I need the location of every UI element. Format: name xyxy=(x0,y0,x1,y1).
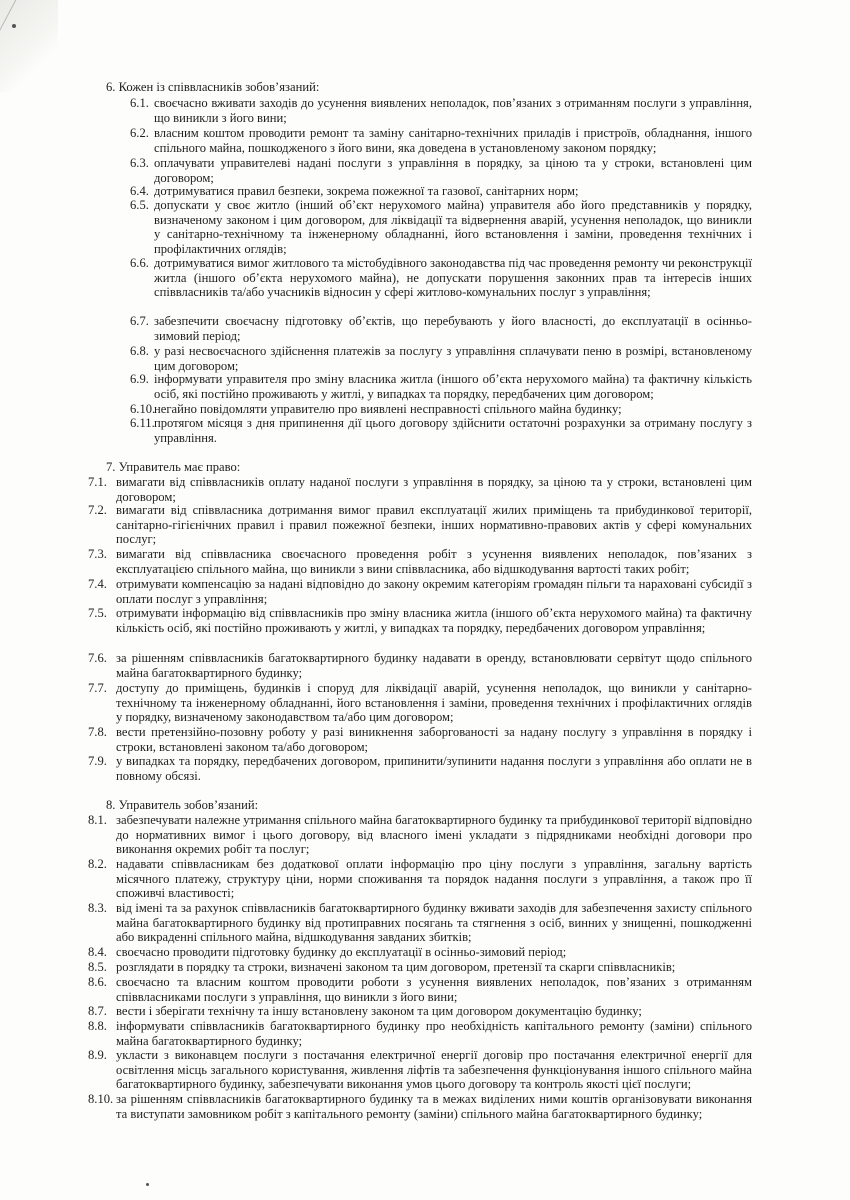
item-text: доступу до приміщень, будинків і споруд для ліквідації аварій, усунення неполадок, що виникли у санітарно-технічному та інженерному обладнанні, його встановлення і заміни, проведення технічних і профілактичних оглядів у порядку, визначеному законодавством та/або цим договором; xyxy=(116,681,752,725)
item-number: 7.6. xyxy=(88,651,107,665)
item-text: вимагати від співвласників оплату наданої послуги з управління в порядку, за ціною та у строки, встановлені цим договором; xyxy=(116,475,752,504)
list-item xyxy=(88,960,752,975)
item-number: 7.5. xyxy=(88,606,107,620)
item-number: 6.4. xyxy=(130,184,149,198)
item-number: 8.9. xyxy=(88,1048,107,1062)
item-number: 6.8. xyxy=(130,344,149,358)
list-item xyxy=(130,256,752,300)
list-item xyxy=(88,1048,752,1092)
item-number: 6.2. xyxy=(130,126,149,140)
item-number: 6.11. xyxy=(130,416,155,430)
item-number: 8.8. xyxy=(88,1019,107,1033)
item-text: допускати у своє житло (інший об’єкт нерухомого майна) управителя або його представників у порядку, визначеному законом і цим договором, для ліквідації та відвернення аварій, усунення неполадок, що виникли у санітарно-технічному та інженерному обладнанні, його встановлення і заміни, проведення технічних і профілактичних оглядів; xyxy=(154,198,752,256)
item-number: 8.7. xyxy=(88,1004,107,1018)
item-number: 7.1. xyxy=(88,475,107,489)
list-item xyxy=(130,96,752,125)
list-item xyxy=(130,184,752,199)
item-number: 7.3. xyxy=(88,547,107,561)
list-item xyxy=(130,344,752,373)
item-text: вимагати від співвласника своєчасного проведення робіт з усунення виявлених неполадок, пов’язаних з експлуатацією спільного майна, що виникли з вини співвласника, або відшкодування вартості таких робіт; xyxy=(116,547,752,576)
item-text: дотримуватися правил безпеки, зокрема пожежної та газової, санітарних норм; xyxy=(154,184,579,198)
item-text: укласти з виконавцем послуги з постачання електричної енергії договір про постачання електричної енергії для освітлення місць загального користування, живлення ліфтів та забезпечення функціонування іншого спільного майна багатоквартирного будинку, забезпечувати виконання умов цього договору та контроль якості цієї послуги; xyxy=(116,1048,752,1092)
list-item xyxy=(88,754,752,783)
item-text: розглядати в порядку та строки, визначені законом та цим договором, претензії та скарги співвласників; xyxy=(116,960,676,974)
item-number: 7.8. xyxy=(88,725,107,739)
section-6-heading: 6. Кожен із співвласників зобов’язаний: xyxy=(106,80,320,94)
item-text: вести претензійно-позовну роботу у разі виникнення заборгованості за надану послугу з управління в порядку і строки, встановлені законом та/або договором; xyxy=(116,725,752,754)
item-number: 6.7. xyxy=(130,314,149,328)
list-item xyxy=(88,857,752,901)
item-number: 7.9. xyxy=(88,754,107,768)
list-item xyxy=(88,547,752,576)
list-item xyxy=(130,416,752,445)
item-text: оплачувати управителеві надані послуги з управління в порядку, за ціною та у строки, встановлені цим договором; xyxy=(154,156,752,185)
item-text: забезпечити своєчасну підготовку об’єктів, що перебувають у його власності, до експлуатації в осінньо-зимовий період; xyxy=(154,314,752,343)
item-text: надавати співвласникам без додаткової оплати інформацію про ціну послуги з управління, загальну вартість місячного платежу, структуру ціни, норми споживання та порядок надання послуги з управління, а також про її споживчі властивості; xyxy=(116,857,752,901)
item-number: 6.10. xyxy=(130,402,156,416)
list-item xyxy=(130,402,752,417)
section-8-heading: 8. Управитель зобов’язаний: xyxy=(106,798,259,812)
item-text: отримувати компенсацію за надані відповідно до закону окремим категоріям громадян пільги та нараховані субсидії з оплати послуг з управління; xyxy=(116,577,752,606)
item-number: 6.3. xyxy=(130,156,149,170)
item-text: інформувати співвласників багатоквартирного будинку про необхідність капітального ремонту (заміни) спільного майна багатоквартирного будинку; xyxy=(116,1019,752,1048)
item-number: 8.2. xyxy=(88,857,107,871)
item-text: у випадках та порядку, передбачених договором, припинити/зупинити надання послуги з управління або оплати не в повному обсязі. xyxy=(116,754,752,783)
item-number: 8.1. xyxy=(88,813,107,827)
item-number: 6.6. xyxy=(130,256,149,270)
item-number: 6.5. xyxy=(130,198,149,212)
list-item xyxy=(88,945,752,960)
item-number: 8.5. xyxy=(88,960,107,974)
item-number: 7.2. xyxy=(88,503,107,517)
list-item xyxy=(88,681,752,725)
list-item xyxy=(88,503,752,547)
list-item xyxy=(88,651,752,680)
list-item xyxy=(130,126,752,155)
item-text: отримувати інформацію від співвласників про зміну власника житла (іншого об’єкта нерухомого майна) та фактичну кількість осіб, які постійно проживають у житлі, у випадках та порядку, передбачених договором управління; xyxy=(116,606,752,635)
item-text: у разі несвоєчасного здійснення платежів за послугу з управління сплачувати пеню в розмірі, встановленому цим договором; xyxy=(154,344,752,373)
item-text: вимагати від співвласника дотримання вимог правил експлуатації жилих приміщень та прибудинкової території, санітарно-гігієнічних правил і правил пожежної безпеки, інших нормативно-правових актів у сфері комунальних послуг; xyxy=(116,503,752,547)
list-item xyxy=(130,156,752,185)
item-number: 6.1. xyxy=(130,96,149,110)
item-number: 8.4. xyxy=(88,945,107,959)
scan-speck xyxy=(12,24,16,28)
list-item xyxy=(130,372,752,401)
item-text: вести і зберігати технічну та іншу встановлену законом та цим договором документацію будинку; xyxy=(116,1004,642,1018)
list-item xyxy=(88,606,752,635)
item-text: негайно повідомляти управителю про виявлені несправності спільного майна будинку; xyxy=(154,402,622,416)
list-item xyxy=(88,1019,752,1048)
item-number: 6.9. xyxy=(130,372,149,386)
item-text: забезпечувати належне утримання спільного майна багатоквартирного будинку та прибудинкової території відповідно до нормативних вимог і цього договору, від власного імені укладати з підрядниками необхідні договори про виконання окремих робіт та послуг; xyxy=(116,813,752,857)
list-item xyxy=(88,813,752,857)
item-text: своєчасно та власним коштом проводити роботи з усунення виявлених неполадок, пов’язаних з отриманням співвласниками послуги з управління, що виникли з його вини; xyxy=(116,975,752,1004)
item-text: своєчасно вживати заходів до усунення виявлених неполадок, пов’язаних з отриманням послуги з управління, що виникли з його вини; xyxy=(154,96,752,125)
list-item xyxy=(88,577,752,606)
item-number: 7.7. xyxy=(88,681,107,695)
list-item xyxy=(88,901,752,945)
list-item xyxy=(88,975,752,1004)
item-text: своєчасно проводити підготовку будинку до експлуатації в осінньо-зимовий період; xyxy=(116,945,567,959)
list-item xyxy=(88,1092,752,1121)
section-7-heading: 7. Управитель має право: xyxy=(106,460,241,474)
list-item xyxy=(88,475,752,504)
item-text: від імені та за рахунок співвласників багатоквартирного будинку вживати заходів для забезпечення захисту спільного майна багатоквартирного будинку від протиправних посягань та стягнення з осіб, винних у знищенні, пошкодженні або викраденні спільного майна, відшкодування завданих збитків; xyxy=(116,901,752,945)
item-text: інформувати управителя про зміну власника житла (іншого об’єкта нерухомого майна) та фактичну кількість осіб, які постійно проживають у житлі, у випадках та порядку, передбачених цим договором; xyxy=(154,372,752,401)
item-number: 8.3. xyxy=(88,901,107,915)
list-item xyxy=(88,725,752,754)
list-item xyxy=(130,314,752,343)
item-number: 8.6. xyxy=(88,975,107,989)
scan-speck xyxy=(146,1183,149,1186)
list-item xyxy=(130,198,752,256)
list-item xyxy=(88,1004,752,1019)
item-text: протягом місяця з дня припинення дії цього договору здійснити остаточні розрахунки за отриману послугу з управління. xyxy=(154,416,752,445)
item-text: за рішенням співвласників багатоквартирного будинку та в межах виділених ними коштів організовувати виконання та виступати замовником робіт з капітального ремонту (заміни) спільного майна багатоквартирного будинку; xyxy=(116,1092,752,1121)
item-text: дотримуватися вимог житлового та містобудівного законодавства під час проведення ремонту чи реконструкції житла (іншого об’єкта нерухомого майна), не допускати порушення законних прав та інтересів інших співвласників та/або учасників відносин у сфері житлово-комунальних послуг з управління; xyxy=(154,256,752,300)
item-number: 7.4. xyxy=(88,577,107,591)
item-text: за рішенням співвласників багатоквартирного будинку надавати в оренду, встановлювати сервітут щодо спільного майна багатоквартирного будинку; xyxy=(116,651,752,680)
item-number: 8.10. xyxy=(88,1092,114,1106)
item-text: власним коштом проводити ремонт та заміну санітарно-технічних приладів і пристроїв, обладнання, іншого спільного майна, пошкодженого з його вини, яка доведена в установленому законом порядку; xyxy=(154,126,752,155)
